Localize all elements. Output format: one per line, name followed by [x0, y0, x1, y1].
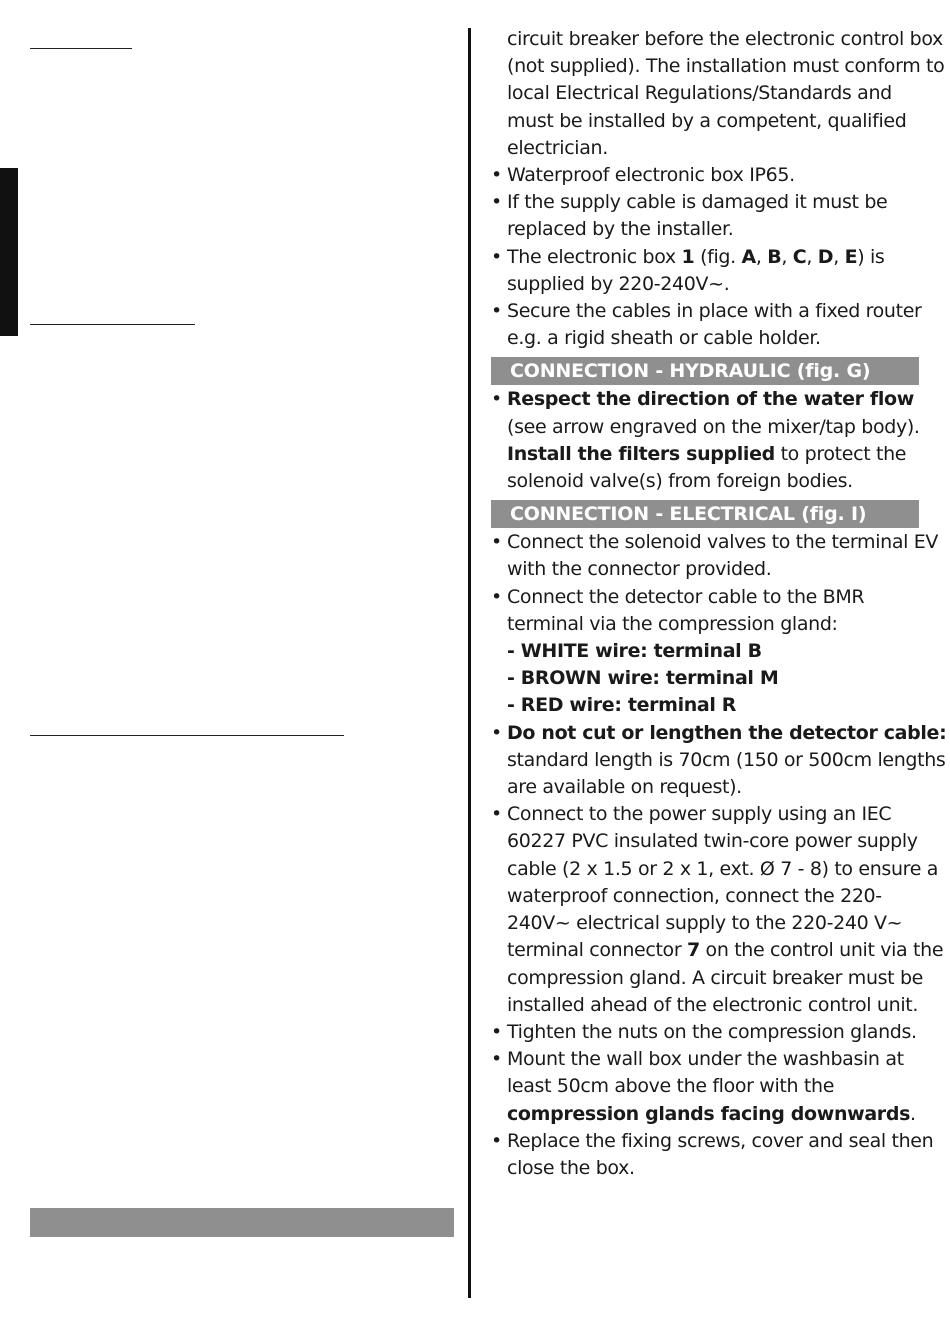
text-line: waterproof connection, connect the 220- — [507, 884, 882, 907]
section-header-hydraulic: CONNECTION - HYDRAULIC (fig. G) — [491, 357, 919, 385]
text-run: . — [910, 1102, 916, 1125]
text-run: to protect the — [774, 442, 907, 465]
wire-line — [507, 638, 919, 665]
text-line — [507, 937, 944, 964]
bullet-item — [491, 189, 919, 243]
fig-ref: D — [817, 245, 834, 268]
bullet-item — [491, 1128, 934, 1182]
text-line: circuit breaker before the electronic control box — [507, 28, 943, 50]
bold-text: - RED wire: terminal R — [507, 694, 737, 717]
fig-ref: B — [767, 245, 782, 268]
text-line: installed ahead of the electronic control unit. — [507, 993, 919, 1016]
text-line: • Replace the fixing screws, cover and seal then — [507, 1129, 934, 1152]
bold-text: compression glands facing downwards — [507, 1102, 911, 1125]
text-run: on the control unit via the — [699, 939, 944, 962]
heading-underline-2 — [30, 324, 195, 325]
text-line: 240V~ electrical supply to the 220-240 V~ — [507, 912, 903, 935]
text-line: 60227 PVC insulated twin-core power supply — [507, 830, 918, 853]
text-run: ) is — [857, 245, 885, 268]
text-line: replaced by the installer. — [507, 218, 734, 241]
bullet-item — [491, 386, 919, 495]
bold-text: - BROWN wire: terminal M — [507, 667, 779, 690]
fig-ref: C — [792, 245, 807, 268]
section-header-electrical: CONNECTION - ELECTRICAL (fig. I) — [491, 500, 919, 528]
text-line: (see arrow engraved on the mixer/tap body). — [507, 415, 920, 438]
text-line: least 50cm above the floor with the — [507, 1075, 835, 1098]
right-column — [491, 26, 947, 1182]
text-line: supplied by 220-240V~. — [507, 272, 730, 295]
bullet-item — [491, 584, 919, 720]
text-line: cable (2 x 1.5 or 2 x 1, ext. Ø 7 - 8) to ensure a — [507, 857, 939, 880]
separator: , — [806, 245, 818, 268]
bullet-item — [491, 298, 922, 352]
text-line: terminal via the compression gland: — [507, 612, 838, 635]
text-line: • Connect the detector cable to the BMR — [507, 585, 865, 608]
text-line: (not supplied). The installation must conform to — [507, 55, 945, 78]
side-tab-marker — [0, 168, 18, 336]
text-line: e.g. a rigid sheath or cable holder. — [507, 327, 821, 350]
separator: , — [781, 245, 793, 268]
wire-line — [507, 692, 919, 719]
text-line: with the connector provided. — [507, 558, 772, 581]
separator: , — [755, 245, 768, 268]
fig-ref: E — [844, 245, 858, 268]
part-number: 7 — [686, 939, 700, 962]
text-line: • Connect to the power supply using an IEC — [507, 803, 892, 826]
text-line: electrician. — [507, 136, 608, 159]
heading-underline-3 — [30, 735, 344, 736]
column-divider — [468, 28, 471, 1298]
text-line: • Tighten the nuts on the compression glands. — [507, 1020, 917, 1043]
heading-underline-1 — [30, 48, 132, 49]
text-line — [507, 386, 919, 413]
text-line: • Waterproof electronic box IP65. — [507, 164, 795, 187]
part-number: 1 — [681, 245, 695, 268]
bold-text: - WHITE wire: terminal B — [507, 640, 762, 663]
text-run: terminal connector — [507, 939, 687, 962]
text-line: solenoid valve(s) from foreign bodies. — [507, 470, 853, 493]
text-run: (fig. — [694, 245, 742, 268]
separator: , — [833, 245, 845, 268]
text-line: local Electrical Regulations/Standards and — [507, 82, 892, 105]
text-line — [507, 441, 919, 468]
text-line: compression gland. A circuit breaker must be — [507, 966, 924, 989]
text-line: standard length is 70cm (150 or 500cm lengths — [507, 748, 946, 771]
bullet-item — [491, 801, 944, 1019]
bold-text: Install the filters supplied — [507, 442, 775, 465]
bullet-item — [491, 1019, 919, 1046]
bold-text: Respect the direction of the water flow — [507, 388, 914, 411]
text-line: close the box. — [507, 1156, 635, 1179]
text-line: • If the supply cable is damaged it must be — [507, 191, 888, 214]
text-line: • Mount the wall box under the washbasin at — [507, 1048, 904, 1071]
text-line: must be installed by a competent, qualified — [507, 109, 907, 132]
bullet-item — [491, 529, 939, 583]
bullet-item — [491, 162, 919, 189]
wire-line — [507, 665, 919, 692]
fig-ref: A — [741, 245, 756, 268]
bullet-item — [491, 244, 919, 298]
text-line: • Connect the solenoid valves to the terminal EV — [507, 531, 939, 554]
bullet-item — [491, 720, 947, 802]
text-run: The electronic box — [507, 245, 682, 268]
bullet-item — [491, 1046, 919, 1128]
text-line — [507, 244, 919, 271]
text-line: are available on request). — [507, 776, 742, 799]
text-line: • Secure the cables in place with a fixed router — [507, 300, 922, 323]
left-section-header-bar — [30, 1208, 454, 1237]
text-line — [507, 1101, 919, 1128]
bold-text: Do not cut or lengthen the detector cable: — [507, 721, 947, 744]
text-line — [507, 720, 947, 747]
intro-paragraph — [491, 26, 945, 162]
